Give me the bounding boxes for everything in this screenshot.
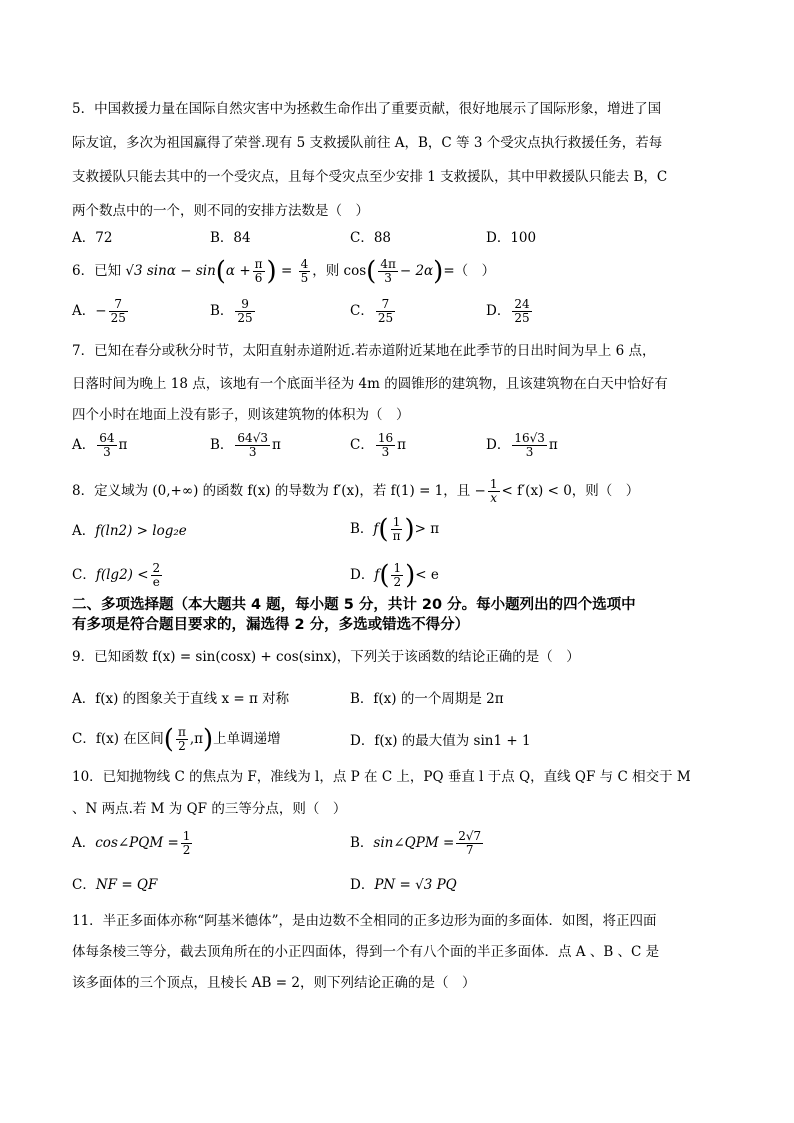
fraction [391, 562, 403, 589]
option-letter: A． [72, 691, 96, 707]
q10-option-d [350, 876, 457, 894]
q5-line2: 际友谊，多次为祖国赢得了荣誉.现有 5 支救援队前往 A，B，C 等 3 个受灾点执行救援任务，若每 [72, 135, 663, 151]
q5-line1: 5．中国救援力量在国际自然灾害中为拯救生命作出了重要贡献，很好地展示了国际形象，增进了国 [72, 101, 662, 117]
numerator: 1 [182, 829, 191, 843]
numerator: π [254, 257, 263, 271]
paren-left: ( [215, 256, 226, 287]
section-heading-line2: 有多项是符合题目要求的，漏选得 2 分，多选或错选不得分） [72, 617, 470, 633]
q6-option-d [486, 298, 534, 325]
q5-option-c [350, 229, 391, 247]
denominator: 5 [300, 271, 309, 285]
option-letter: D． [350, 877, 375, 893]
option-value: > π [414, 521, 440, 537]
q6-prefix: 6．已知 [72, 263, 122, 279]
option-letter: C． [72, 567, 96, 583]
q7-option-b [210, 432, 281, 459]
paren-left: ( [378, 514, 389, 545]
pi-symbol: π [271, 437, 281, 453]
q10-option-b [350, 828, 485, 858]
q7-option-d [486, 432, 558, 459]
denominator: 25 [514, 311, 530, 325]
q5-line3: 支救援队只能去其中的一个受灾点，且每个受灾点至少安排 1 支救援队，其中甲救援队只能去 B，C [72, 169, 668, 185]
numerator: 16√3 [514, 431, 545, 445]
f-symbol: f [373, 521, 379, 537]
paren-right: ) [203, 724, 214, 755]
pi-symbol: π [118, 437, 128, 453]
q7-option-a [72, 432, 127, 459]
q7-line2: 日落时间为晚上 18 点，该地有一个底面半径为 4m 的圆锥形的建筑物，且该建筑物在白天中恰好有 [72, 376, 668, 392]
q6-alpha: α + [225, 263, 251, 279]
option-value: f(x) 的图象关于直线 x = π 对称 [95, 691, 290, 707]
numerator: 1 [489, 477, 498, 491]
fraction [299, 258, 311, 285]
fraction [151, 562, 163, 589]
denominator: 2 [178, 739, 186, 753]
numerator: 4π [380, 257, 396, 271]
q5-option-a [72, 229, 112, 247]
option-letter: A． [72, 523, 96, 539]
option-letter: B． [210, 303, 234, 319]
paren-right: ) [433, 256, 444, 287]
option-value: cos∠PQM = [95, 835, 179, 851]
equals-sign: = [281, 263, 293, 279]
fraction [235, 298, 254, 325]
denominator: 25 [237, 311, 253, 325]
numerator: 7 [376, 298, 395, 312]
denominator: 25 [110, 311, 126, 325]
fraction [176, 726, 188, 753]
numerator: 1 [391, 516, 403, 530]
option-value: 上单调递增 [213, 731, 281, 747]
option-letter: A． [72, 230, 96, 246]
paren-right: ) [405, 560, 416, 591]
pi-symbol: π [548, 437, 558, 453]
q6-option-a [72, 298, 130, 325]
option-letter: B． [350, 835, 374, 851]
denominator: 3 [525, 445, 534, 459]
denominator: e [152, 575, 160, 589]
paren-left: ( [163, 724, 174, 755]
q8-option-b [350, 514, 439, 544]
option-value: 88 [373, 230, 392, 246]
paren-left: ( [366, 256, 377, 287]
q6-then: ，则 cos [312, 263, 367, 279]
q11-line3: 该多面体的三个顶点，且棱长 AB = 2，则下列结论正确的是（ ） [72, 975, 476, 991]
option-letter: A． [72, 437, 96, 453]
option-letter: B． [210, 230, 234, 246]
q5-option-b [210, 229, 251, 247]
fraction [253, 258, 265, 285]
numerator: 7 [109, 298, 128, 312]
option-value: f(ln2) > log₂e [95, 523, 187, 539]
q8-option-c [72, 560, 164, 590]
option-value: f(x) 的一个周期是 2π [373, 691, 504, 707]
q9-option-c [72, 724, 281, 754]
q9-stem: 9．已知函数 f(x) = sin(cosx) + cos(sinx)，下列关于该函数的结论正确的是（ ） [72, 649, 580, 665]
option-letter: D． [350, 567, 375, 583]
pi-symbol: π [397, 437, 406, 453]
numerator: 64√3 [237, 431, 268, 445]
q10-option-c [72, 876, 157, 894]
minus-sign: − [95, 303, 107, 319]
q6-tail: =（ ） [443, 263, 496, 279]
option-letter: C． [350, 303, 374, 319]
q11-line1: 11．半正多面体亦称“阿基米德体”，是由边数不全相同的正多边形为面的多面体．如图，将正四面 [72, 913, 657, 929]
fraction [109, 298, 128, 325]
section-heading-line1: 二、多项选择题（本大题共 4 题，每小题 5 分，共计 20 分。每小题列出的四个选项中 [72, 597, 636, 613]
numerator: 4 [300, 257, 309, 271]
paren-left: ( [379, 560, 390, 591]
numerator: 1 [393, 561, 402, 575]
option-letter: D． [486, 303, 511, 319]
fraction [391, 516, 403, 543]
q11-line2: 体每条棱三等分，截去顶角所在的小正四面体，得到一个有八个面的半正多面体．点 A 、B 、C 是 [72, 944, 660, 960]
q8-part1: 8．定义域为 (0,+∞) 的函数 f(x) 的导数为 f′(x)，若 f(1) = 1，且 − [72, 483, 486, 499]
fraction [456, 830, 483, 857]
option-value: f(lg2) < [95, 567, 149, 583]
q8-part2: < f′(x) < 0，则（ ） [501, 483, 640, 499]
q8-option-a [72, 522, 187, 540]
option-letter: A． [72, 835, 96, 851]
option-letter: C． [72, 877, 96, 893]
fraction [512, 298, 531, 325]
denominator: 7 [465, 843, 474, 857]
fraction [181, 830, 193, 857]
option-letter: B． [350, 521, 374, 537]
q10-option-a [72, 828, 194, 858]
q10-line2: 、N 两点.若 M 为 QF 的三等分点，则（ ） [72, 801, 347, 817]
q10-line1: 10．已知抛物线 C 的焦点为 F，准线为 l，点 P 在 C 上，PQ 垂直 l 于点 Q，直线 QF 与 C 相交于 M [72, 769, 691, 785]
q6-option-b [210, 298, 257, 325]
option-letter: C． [350, 230, 374, 246]
option-value: sin∠QPM = [373, 835, 455, 851]
numerator: 2√7 [458, 829, 482, 843]
option-value: 100 [510, 230, 537, 246]
option-letter: A． [72, 303, 96, 319]
q6-stem [72, 258, 722, 285]
q6-expr: √3 sinα − sin [125, 263, 216, 279]
option-letter: D． [486, 230, 511, 246]
fraction [376, 298, 395, 325]
option-letter: C． [72, 731, 96, 747]
numerator: 9 [235, 298, 254, 312]
f-symbol: f [374, 567, 380, 583]
fraction [97, 432, 116, 459]
option-value: ,π [189, 731, 203, 747]
numerator: 2 [152, 561, 161, 575]
q9-option-d [350, 732, 531, 750]
q9-option-a [72, 690, 289, 708]
option-letter: B． [210, 437, 234, 453]
q9-option-b [350, 690, 504, 708]
denominator: π [392, 529, 401, 543]
fraction [512, 432, 547, 459]
option-letter: C． [350, 437, 374, 453]
denominator: 6 [254, 271, 263, 285]
option-value: NF = QF [95, 877, 158, 893]
option-letter: D． [486, 437, 511, 453]
q5-option-d [486, 229, 536, 247]
option-value: 72 [95, 230, 113, 246]
numerator: π [177, 725, 186, 739]
option-value: f(x) 在区间 [95, 731, 164, 747]
q6-option-c [350, 298, 397, 325]
fraction [235, 432, 270, 459]
option-value: < e [415, 567, 439, 583]
q6-minus2a: − 2α [399, 263, 434, 279]
option-value: 84 [233, 230, 251, 246]
fraction [488, 478, 500, 505]
denominator: 3 [103, 445, 111, 459]
q5-line4: 两个数点中的一个，则不同的安排方法数是（ ） [72, 203, 369, 219]
q7-line1: 7．已知在春分或秋分时节，太阳直射赤道附近.若赤道附近某地在此季节的日出时间为早上 6 点， [72, 343, 656, 359]
denominator: 3 [248, 445, 257, 459]
option-letter: D． [350, 733, 375, 749]
q8-option-d [350, 560, 439, 590]
denominator: 3 [384, 271, 392, 285]
paren-right: ) [266, 256, 277, 287]
option-value: f(x) 的最大值为 sin1 + 1 [374, 733, 531, 749]
numerator: 24 [514, 297, 530, 311]
denominator: 2 [393, 575, 402, 589]
fraction [376, 432, 395, 459]
denominator: 25 [377, 311, 394, 325]
denominator: 2 [182, 843, 191, 857]
numerator: 16 [377, 431, 394, 445]
q7-line3: 四个小时在地面上没有影子，则该建筑物的体积为（ ） [72, 407, 410, 423]
numerator: 64 [99, 431, 115, 445]
option-value: PN = √3 PQ [374, 877, 457, 893]
paren-right: ) [404, 514, 415, 545]
denominator: x [490, 491, 498, 505]
denominator: 3 [381, 445, 390, 459]
q7-option-c [350, 432, 406, 459]
fraction [378, 258, 398, 285]
option-letter: B． [350, 691, 374, 707]
q8-stem [72, 478, 722, 505]
